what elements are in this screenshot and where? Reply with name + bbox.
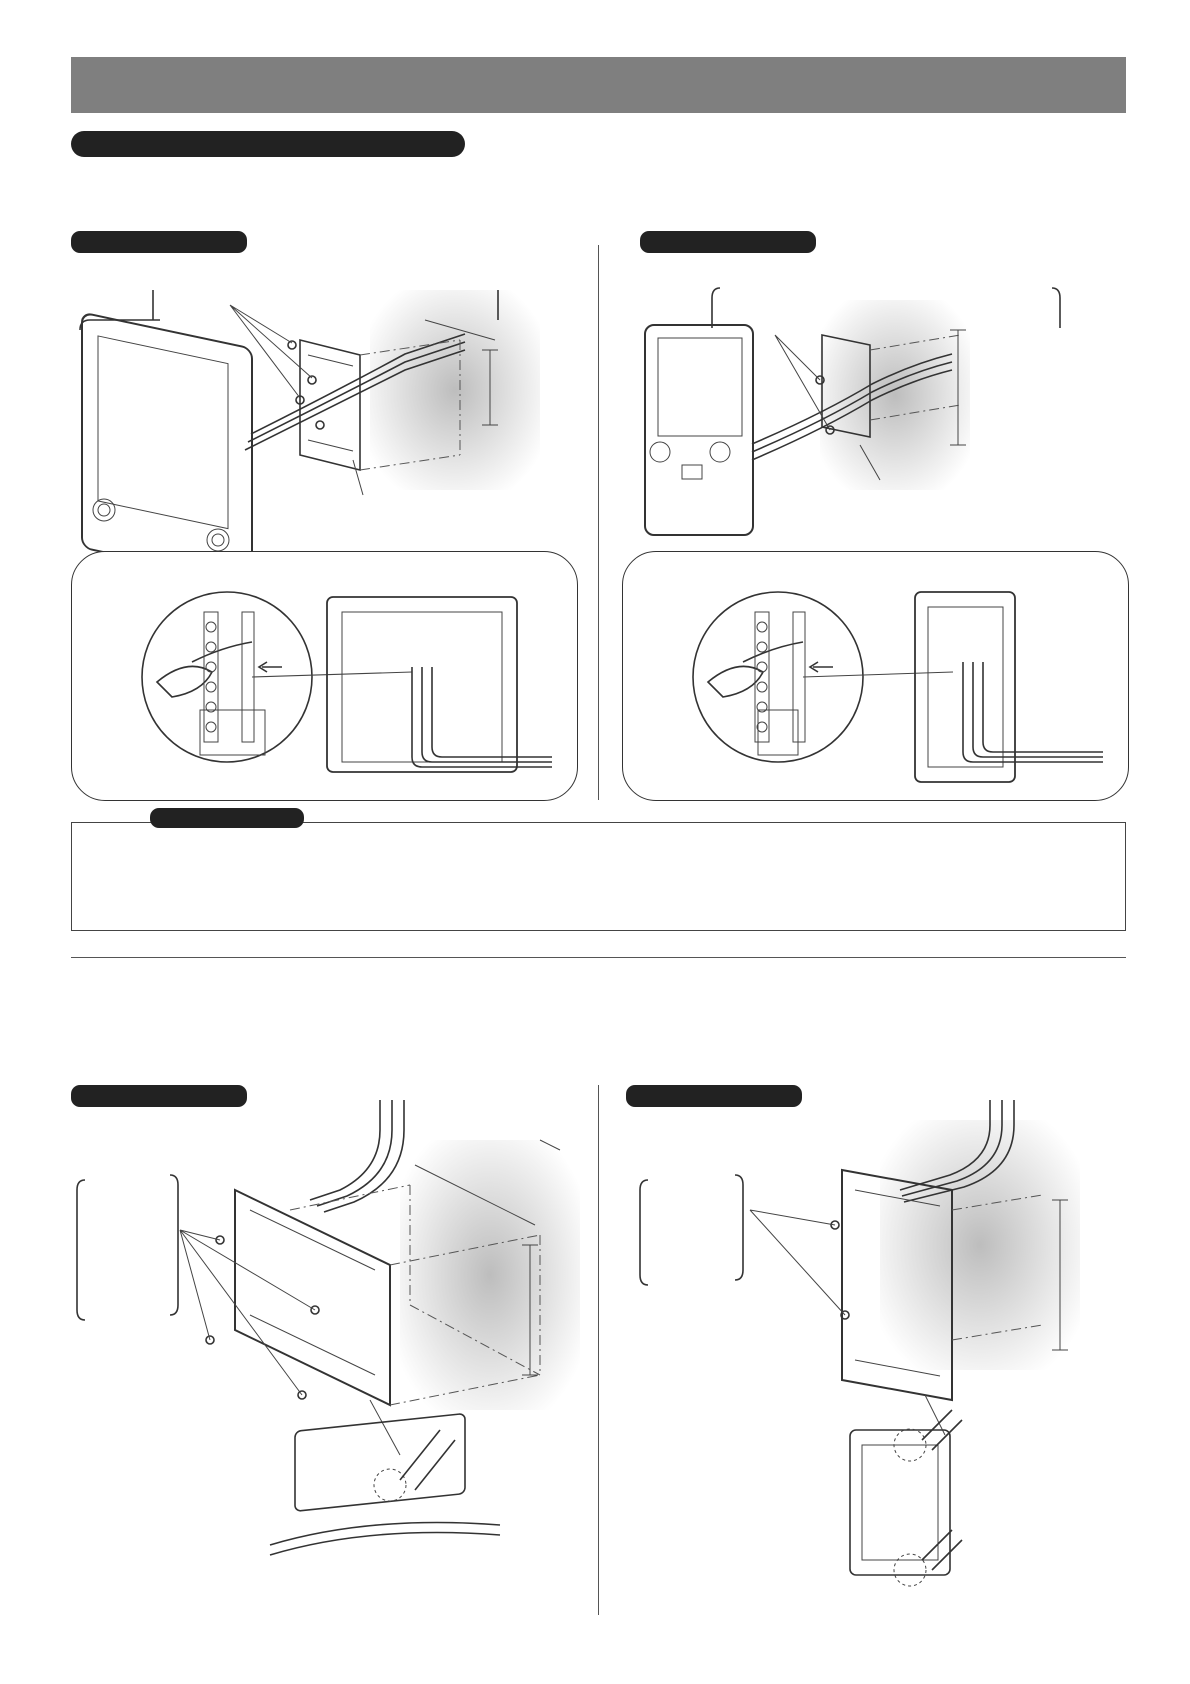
cable-icon <box>310 1100 404 1212</box>
monitor-body <box>645 325 753 535</box>
monitor-body <box>82 313 252 584</box>
screw-icon <box>288 341 324 429</box>
page-title-bar <box>71 57 1126 113</box>
terminal-connection-detail-right <box>623 552 1128 800</box>
monitor-install-illustration-right <box>640 280 1080 550</box>
bracket-mount-illustration-left <box>70 1100 590 1570</box>
arrow-icon <box>259 662 282 672</box>
detail-view-right <box>622 551 1129 801</box>
note-box <box>71 822 1126 931</box>
bracket-mount-illustration-right <box>630 1100 1100 1590</box>
terminal-connection-detail-left <box>72 552 577 800</box>
monitor-install-illustration-left <box>70 270 590 560</box>
section-heading-pill <box>71 131 465 157</box>
cutter-icon <box>400 1430 455 1490</box>
detail-view-left <box>71 551 578 801</box>
section-divider <box>71 957 1126 958</box>
figure-label-top-left <box>71 231 247 253</box>
figure-label-top-right <box>640 231 816 253</box>
screw-icon <box>206 1236 319 1399</box>
column-divider-top <box>598 245 599 800</box>
column-divider-bottom <box>598 1085 599 1615</box>
arrow-icon <box>810 662 833 672</box>
note-label-pill <box>150 808 304 828</box>
screw-icon <box>831 1221 849 1319</box>
cutter-icon <box>922 1410 962 1570</box>
